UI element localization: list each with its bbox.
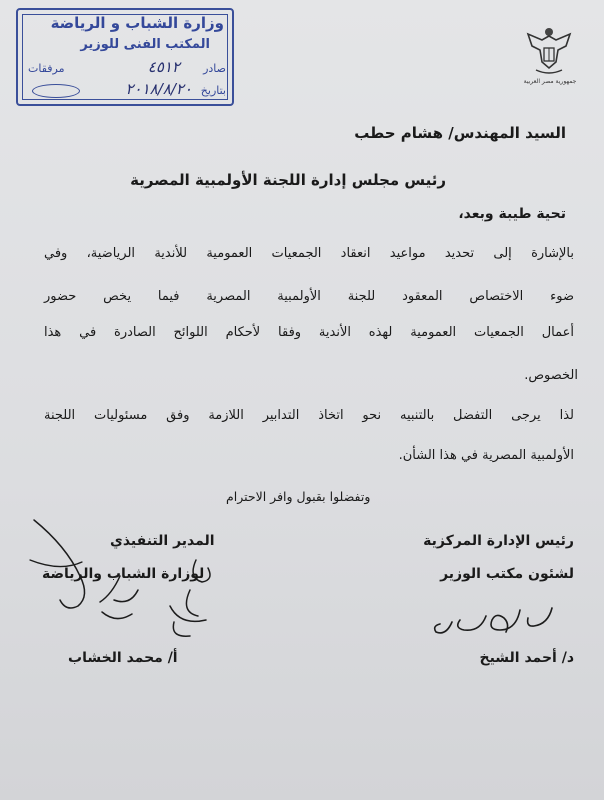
ministry-stamp [16, 8, 234, 106]
body-line: الأولمبية المصرية في هذا الشأن. [398, 448, 574, 463]
body-line: أعمال الجمعيات العمومية لهذه الأندية وفقا لأحكام اللوائح الصادرة في هذا [44, 325, 574, 340]
stamp-office-name: المكتب الفنى للوزير [80, 37, 210, 52]
body-line: بالإشارة إلى تحديد مواعيد انعقاد الجمعيات العمومية للأندية الرياضية، وفي [44, 246, 574, 261]
signatory-left-department: لوزارة الشباب والرياضة [42, 566, 205, 582]
stamp-issued-label: صادر [203, 62, 226, 75]
stamp-date-label: بتاريخ [200, 84, 226, 97]
signatory-left-name: أ/ محمد الخشاب [68, 650, 178, 666]
signatory-right-title: رئيس الإدارة المركزية [423, 533, 574, 549]
stamp-attachments-field [32, 84, 80, 98]
stamp-date-value: ٢٠١٨/٨/٢٠ [125, 80, 192, 98]
signatory-left-title: المدير التنفيذي [110, 533, 215, 549]
closing-line: وتفضلوا بقبول وافر الاحترام [226, 489, 371, 504]
signature-ahmed-elsheikh [430, 596, 560, 646]
body-line: ضوء الاختصاص المعقود للجنة الأولمبية المصرية فيما يخص حضور [44, 289, 574, 304]
body-line: لذا يرجى التفضل بالتنبيه نحو اتخاذ التدابير اللازمة وفق مسئوليات اللجنة [44, 408, 574, 423]
signatory-right-department: لشئون مكتب الوزير [440, 566, 574, 582]
signatory-right-name: د/ أحمد الشيخ [479, 650, 574, 666]
greeting: تحية طيبة وبعد، [458, 206, 566, 222]
emblem-caption: جمهورية مصر العربية [523, 78, 577, 85]
stamp-issued-number: ٤٥١٢ [147, 58, 180, 76]
addressee-title: رئيس مجلس إدارة اللجنة الأولمبية المصرية [130, 171, 446, 189]
addressee-name: السيد المهندس/ هشام حطب [354, 124, 566, 142]
stamp-ministry-name: وزارة الشباب و الرياضة [50, 14, 224, 32]
stamp-attachments-label: مرفقات [28, 62, 65, 75]
egypt-eagle-icon [524, 24, 574, 80]
handwritten-approval [20, 516, 220, 646]
body-line: الخصوص. [524, 368, 578, 383]
